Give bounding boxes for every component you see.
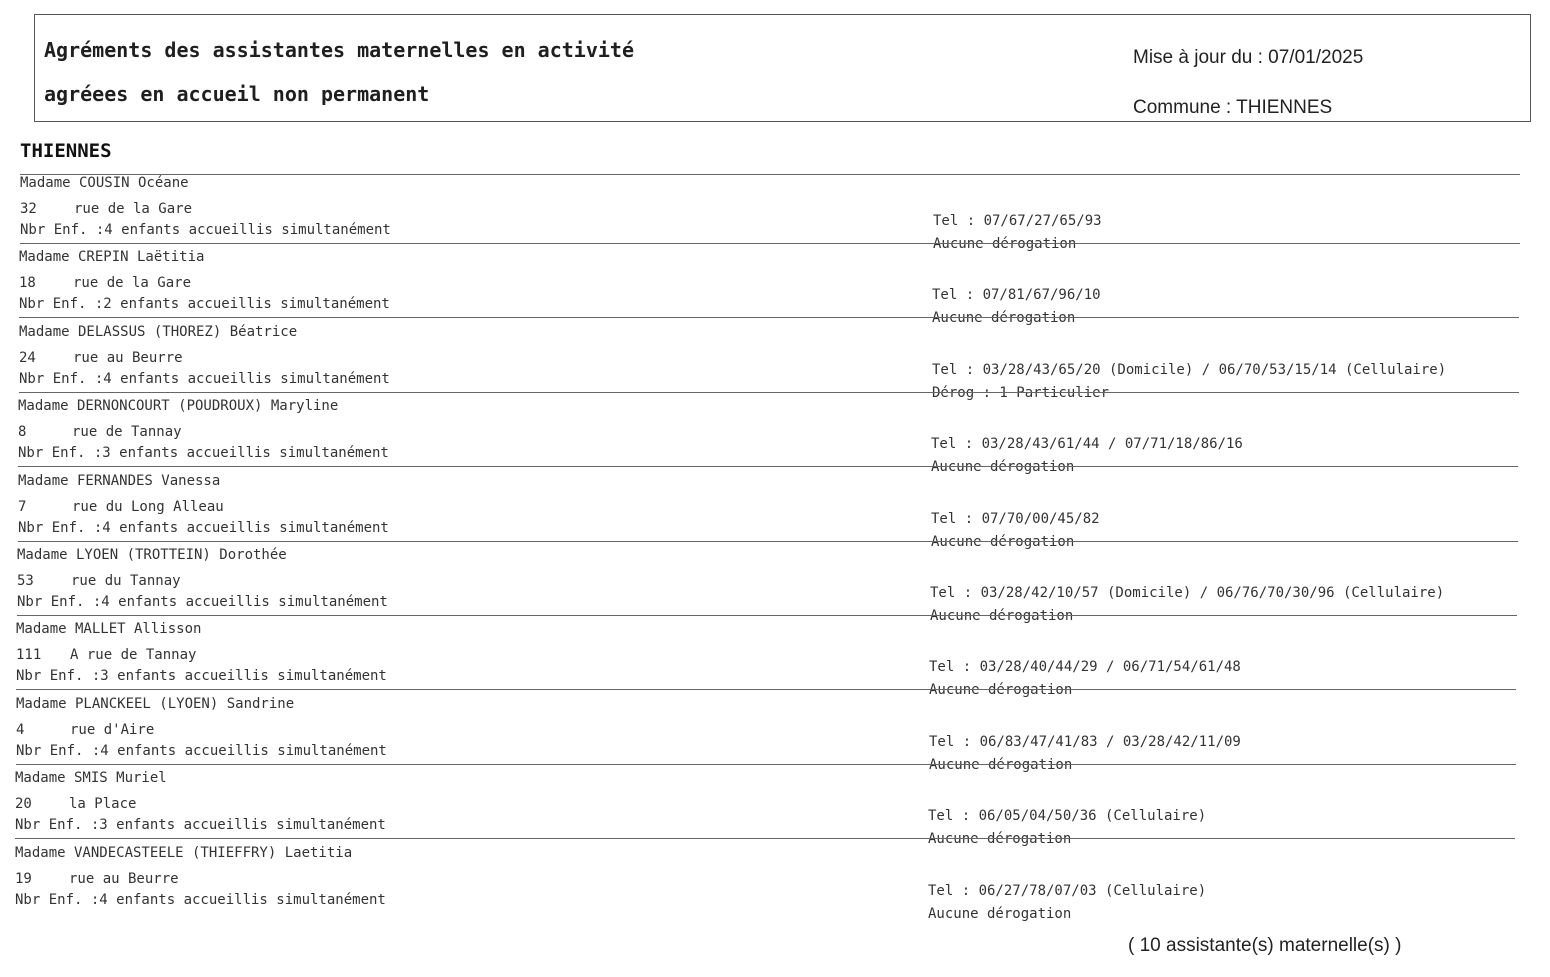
street-number: 19: [15, 871, 32, 887]
entry-divider: [19, 392, 1519, 393]
street-name: A rue de Tannay: [70, 647, 197, 663]
derogation-status: Dérog : 1 Particulier: [932, 385, 1110, 401]
street-number: 7: [18, 499, 27, 515]
capacity-line: Nbr Enf. :4 enfants accueillis simultanément: [16, 743, 387, 759]
street-name: rue au Beurre: [73, 350, 183, 366]
phone-numbers: Tel : 07/67/27/65/93: [933, 213, 1102, 229]
street-number: 111: [16, 647, 42, 663]
assistant-name: Madame LYOEN (TROTTEIN) Dorothée: [17, 547, 287, 563]
capacity-line: Nbr Enf. :4 enfants accueillis simultanément: [15, 892, 386, 908]
derogation-status: Aucune dérogation: [930, 608, 1074, 624]
phone-numbers: Tel : 06/27/78/07/03 (Cellulaire): [928, 883, 1207, 899]
street-number: 53: [17, 573, 34, 589]
entry-divider: [17, 615, 1517, 616]
derogation-status: Aucune dérogation: [929, 682, 1073, 698]
assistant-entry: [0, 770, 1550, 847]
street-number: 20: [15, 796, 32, 812]
entry-divider: [18, 541, 1518, 542]
assistant-name: Madame FERNANDES Vanessa: [18, 473, 221, 489]
assistant-entry: [0, 324, 1550, 401]
entry-divider: [16, 689, 1516, 690]
entry-divider: [19, 317, 1519, 318]
phone-numbers: Tel : 03/28/43/61/44 / 07/71/18/86/16: [931, 436, 1243, 452]
assistant-name: Madame SMIS Muriel: [15, 770, 167, 786]
assistant-entry: [0, 175, 1550, 252]
derogation-status: Aucune dérogation: [933, 236, 1077, 252]
phone-numbers: Tel : 03/28/40/44/29 / 06/71/54/61/48: [929, 659, 1241, 675]
assistant-name: Madame VANDECASTEELE (THIEFFRY) Laetitia: [15, 845, 353, 861]
street-number: 24: [19, 350, 36, 366]
assistant-name: Madame DELASSUS (THOREZ) Béatrice: [19, 324, 298, 340]
street-number: 18: [19, 275, 36, 291]
derogation-status: Aucune dérogation: [931, 459, 1075, 475]
assistant-entry: [0, 845, 1550, 922]
assistant-entry: [0, 473, 1550, 550]
street-name: rue de Tannay: [72, 424, 182, 440]
street-name: la Place: [69, 796, 137, 812]
capacity-line: Nbr Enf. :3 enfants accueillis simultanément: [15, 817, 386, 833]
phone-numbers: Tel : 06/83/47/41/83 / 03/28/42/11/09: [929, 734, 1241, 750]
capacity-line: Nbr Enf. :2 enfants accueillis simultanément: [19, 296, 390, 312]
document-title-line1: Agréments des assistantes maternelles en activité: [44, 38, 635, 62]
capacity-line: Nbr Enf. :4 enfants accueillis simultanément: [18, 520, 389, 536]
derogation-status: Aucune dérogation: [929, 757, 1073, 773]
assistant-entry: [0, 249, 1550, 326]
entry-divider: [15, 838, 1515, 839]
assistant-name: Madame COUSIN Océane: [20, 175, 189, 191]
assistant-name: Madame MALLET Allisson: [16, 621, 202, 637]
total-count: ( 10 assistante(s) maternelle(s) ): [1128, 935, 1402, 956]
phone-numbers: Tel : 06/05/04/50/36 (Cellulaire): [928, 808, 1207, 824]
capacity-line: Nbr Enf. :3 enfants accueillis simultanément: [16, 668, 387, 684]
phone-numbers: Tel : 07/70/00/45/82: [931, 511, 1100, 527]
assistant-name: Madame DERNONCOURT (POUDROUX) Maryline: [18, 398, 339, 414]
entry-divider: [18, 466, 1518, 467]
assistant-name: Madame PLANCKEEL (LYOEN) Sandrine: [16, 696, 295, 712]
assistant-entry: [0, 398, 1550, 475]
street-number: 32: [20, 201, 37, 217]
street-name: rue de la Gare: [74, 201, 193, 217]
street-number: 8: [18, 424, 27, 440]
derogation-status: Aucune dérogation: [931, 534, 1075, 550]
derogation-status: Aucune dérogation: [928, 831, 1072, 847]
phone-numbers: Tel : 03/28/42/10/57 (Domicile) / 06/76/70/30/96 (Cellulaire): [930, 585, 1445, 601]
derogation-status: Aucune dérogation: [932, 310, 1076, 326]
assistant-name: Madame CREPIN Laëtitia: [19, 249, 205, 265]
capacity-line: Nbr Enf. :4 enfants accueillis simultanément: [17, 594, 388, 610]
street-name: rue d'Aire: [70, 722, 155, 738]
document-title-line2: agréees en accueil non permanent: [44, 82, 430, 106]
street-name: rue du Tannay: [71, 573, 181, 589]
commune-heading: THIENNES: [20, 140, 112, 162]
capacity-line: Nbr Enf. :4 enfants accueillis simultanément: [19, 371, 390, 387]
assistant-entry: [0, 696, 1550, 773]
entry-divider: [20, 243, 1520, 244]
street-name: rue au Beurre: [69, 871, 179, 887]
assistant-entry: [0, 547, 1550, 624]
update-date: Mise à jour du : 07/01/2025: [1133, 47, 1364, 68]
street-name: rue du Long Alleau: [72, 499, 224, 515]
assistant-entry: [0, 621, 1550, 698]
capacity-line: Nbr Enf. :3 enfants accueillis simultanément: [18, 445, 389, 461]
entry-divider: [16, 764, 1516, 765]
derogation-status: Aucune dérogation: [928, 906, 1072, 922]
street-name: rue de la Gare: [73, 275, 192, 291]
phone-numbers: Tel : 07/81/67/96/10: [932, 287, 1101, 303]
phone-numbers: Tel : 03/28/43/65/20 (Domicile) / 06/70/53/15/14 (Cellulaire): [932, 362, 1447, 378]
commune-label: Commune : THIENNES: [1133, 97, 1333, 118]
street-number: 4: [16, 722, 25, 738]
capacity-line: Nbr Enf. :4 enfants accueillis simultanément: [20, 222, 391, 238]
